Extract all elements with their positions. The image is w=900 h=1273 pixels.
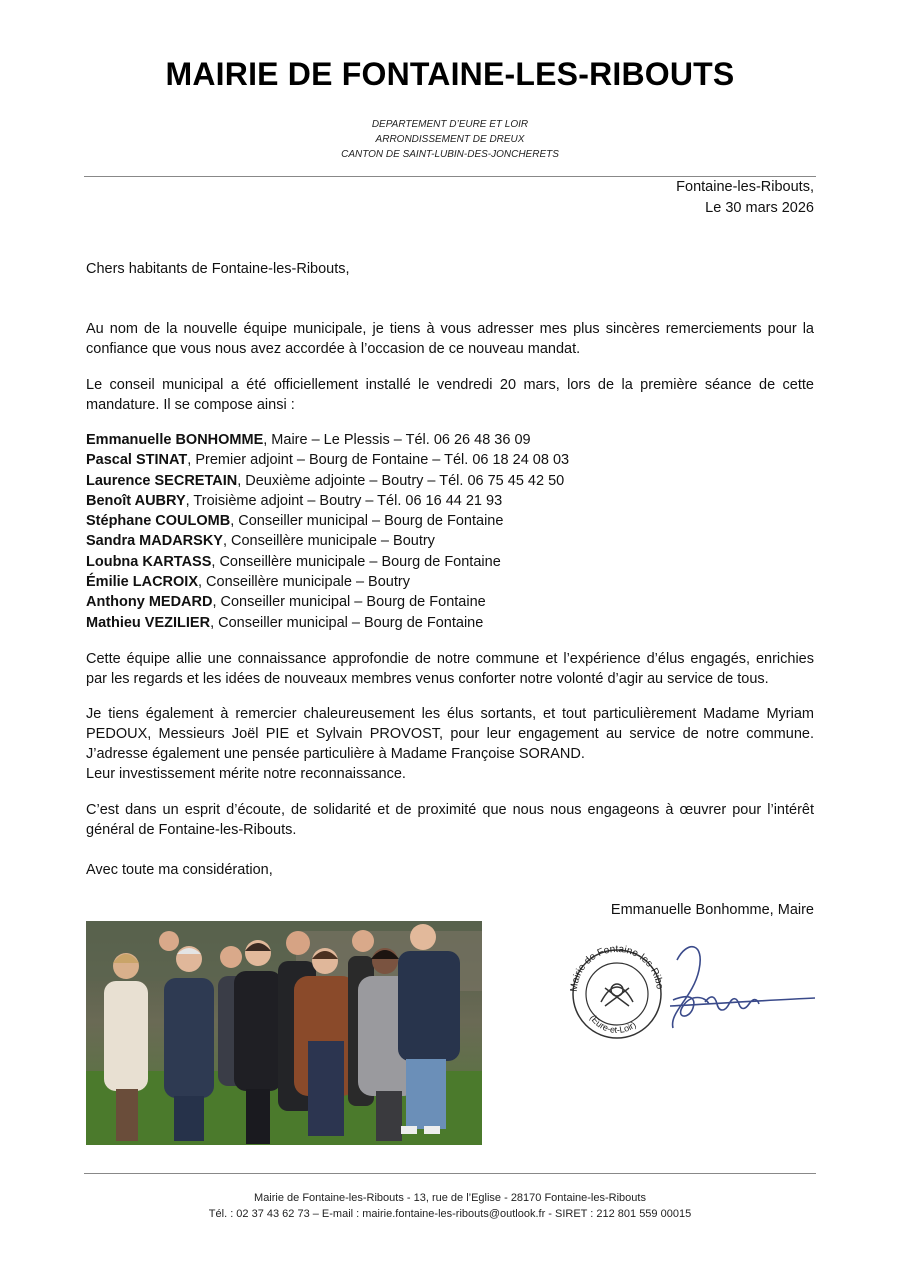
official-seal-and-signature bbox=[565, 940, 825, 1050]
page-title: MAIRIE DE FONTAINE-LES-RIBOUTS bbox=[165, 56, 735, 92]
members-list bbox=[86, 430, 569, 633]
date-block bbox=[676, 177, 814, 219]
date-line: Le 30 mars 2026 bbox=[705, 200, 814, 216]
paragraph-council: Le conseil municipal a été officiellement installé le vendredi 20 mars, lors de la première séance de cette mandature. Il se compose ainsi : bbox=[86, 377, 814, 413]
member-line: Anthony MEDARD, Conseiller municipal – Bourg de Fontaine bbox=[86, 594, 486, 611]
closing-line: Avec toute ma considération, bbox=[86, 862, 273, 878]
seal-ring-bottom-text: (Eure-et-Loir) bbox=[588, 1013, 638, 1035]
member-line: Loubna KARTASS, Conseillère municipale – Bourg de Fontaine bbox=[86, 553, 501, 570]
member-line: Laurence SECRETAIN, Deuxième adjointe – Boutry – Tél. 06 75 45 42 50 bbox=[86, 472, 565, 489]
council-group-photo bbox=[86, 921, 482, 1145]
paragraph-commitment: C’est dans un esprit d’écoute, de solidarité et de proximité que nous nous engageons à œuvrer pour l’intérêt général de Fontaine-les-Ribouts. bbox=[86, 802, 814, 838]
member-line: Mathieu VEZILIER, Conseiller municipal – Bourg de Fontaine bbox=[86, 614, 484, 631]
footer-address: Mairie de Fontaine-les-Ribouts - 13, rue de l’Eglise - 28170 Fontaine-les-Ribouts bbox=[254, 1192, 646, 1204]
arrondissement-line: ARRONDISSEMENT DE DREUX bbox=[375, 134, 525, 145]
footer bbox=[0, 1190, 900, 1222]
member-line: Stéphane COULOMB, Conseiller municipal – Bourg de Fontaine bbox=[86, 513, 504, 530]
member-line: Benoît AUBRY, Troisième adjoint – Boutry – Tél. 06 16 44 21 93 bbox=[86, 492, 503, 509]
paragraph-outgoing: Je tiens également à remercier chaleureusement les élus sortants, et tout particulièrement Madame Myriam PEDOUX, Messieurs Joël PIE et Sylvain PROVOST, pour leur engagement au service de notre commune. J’adresse également une pensée particulière à Madame Françoise SORAND. Leur investissement mérite notre reconnaissance. bbox=[86, 706, 814, 782]
administrative-header bbox=[0, 117, 900, 162]
place-line: Fontaine-les-Ribouts, bbox=[676, 179, 814, 195]
salutation: Chers habitants de Fontaine-les-Ribouts, bbox=[86, 261, 350, 277]
footer-divider bbox=[84, 1173, 816, 1174]
member-line: Sandra MADARSKY, Conseillère municipale – Boutry bbox=[86, 533, 435, 550]
signature-name: Emmanuelle Bonhomme, Maire bbox=[610, 902, 814, 918]
member-line: Emmanuelle BONHOMME, Maire – Le Plessis – Tél. 06 26 48 36 09 bbox=[86, 432, 531, 448]
paragraph-team: Cette équipe allie une connaissance approfondie de notre commune et l’expérience d’élus engagés, enrichies par les regards et les idées de nouveaux membres venus conforter notre volonté d’agir au service de tous. bbox=[86, 651, 814, 687]
member-line: Pascal STINAT, Premier adjoint – Bourg de Fontaine – Tél. 06 18 24 08 03 bbox=[86, 452, 570, 469]
seal-ring-top-text: Mairie de Fontaine-les-Ribo bbox=[568, 943, 665, 993]
footer-contact: Tél. : 02 37 43 62 73 – E-mail : mairie.fontaine-les-ribouts@outlook.fr - SIRET : 212 801 559 00015 bbox=[208, 1208, 692, 1220]
member-line: Émilie LACROIX, Conseillère municipale – Boutry bbox=[86, 574, 410, 591]
canton-line: CANTON DE SAINT-LUBIN-DES-JONCHERETS bbox=[341, 149, 559, 160]
paragraph-thanks: Au nom de la nouvelle équipe municipale, je tiens à vous adresser mes plus sincères remerciements pour la confiance que vous nous avez accordée à l’occasion de ce nouveau mandat. bbox=[86, 321, 814, 357]
department-line: DEPARTEMENT D’EURE ET LOIR bbox=[371, 119, 529, 130]
